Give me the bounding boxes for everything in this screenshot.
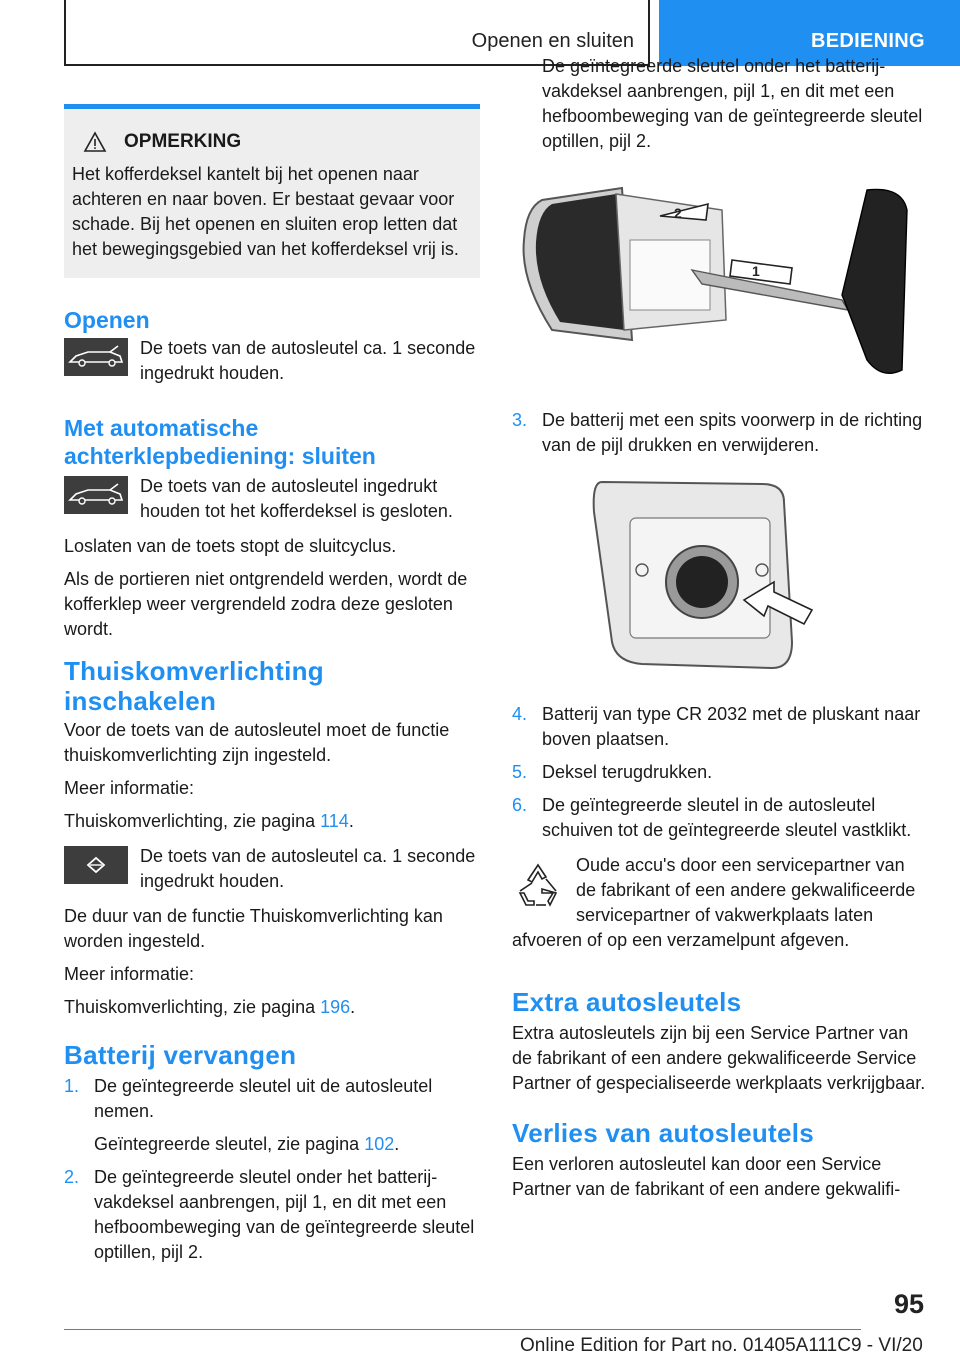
home-light-more: Meer informatie:	[64, 778, 195, 798]
arrow-label-1: 1	[752, 263, 760, 279]
battery-step-6	[512, 793, 928, 843]
auto-close-para2: Als de portieren niet ontgrendeld werden, wordt de kofferklep weer vergrendeld zodra deze gesloten wordt.	[64, 569, 468, 639]
edition-footer[interactable]: Online Edition for Part no. 01405A111C9 - VI/20	[520, 1335, 923, 1356]
battery-step-4	[512, 702, 928, 752]
heading-home-light: Thuiskomverlichting inschakelen	[64, 656, 324, 716]
step-text: De geïntegreerde sleutel uit de autosleutel nemen.	[94, 1076, 433, 1121]
battery-step-5	[512, 760, 928, 785]
battery-step-1	[64, 1074, 480, 1157]
home-light-ref1	[64, 809, 480, 834]
openen-row	[64, 336, 480, 386]
page-link-114[interactable]: 114	[320, 811, 349, 831]
extra-keys-text: Extra autosleutels zijn bij een Service Partner van de fabrikant of een andere gekwalificeerde Service Partner of gespecialiseerde werkplaats verkrijgbaar.	[512, 1023, 926, 1093]
home-light-icon-text: De toets van de autosleutel ca. 1 seconde ingedrukt houden.	[140, 846, 476, 891]
page-link-102[interactable]: 102	[364, 1134, 395, 1154]
step-text-part: De geïntegreerde sleutel onder het batterijvakdeksel aanbrengen, pijl 1, en dit met een hefboombeweging van de geïntegreerde sleutel optillen, pijl 2.	[542, 56, 923, 151]
recycle-note	[512, 853, 928, 953]
warning-icon	[84, 132, 106, 152]
recycle-icon	[512, 859, 564, 911]
home-light-row	[64, 844, 480, 894]
trunk-button-icon	[64, 338, 128, 376]
heading-openen: Openen	[64, 307, 150, 333]
step-text-part: De geïntegreerde sleutel onder het batterijvakdeksel aanbrengen, pijl 1, en dit met een hefboombeweging van de geïntegreerde sleutel optillen, pijl 2.	[94, 1167, 475, 1262]
heading-auto-close-line2: achterklepbediening: sluiten	[64, 443, 376, 469]
home-light-para1: Voor de toets van de autosleutel moet de functie thuiskomverlichting zijn ingesteld.	[64, 720, 450, 765]
battery-step-3	[512, 408, 928, 458]
figure-battery-compartment	[512, 472, 928, 692]
home-light-ref2-text: Thuiskomverlichting, zie pagina	[64, 997, 321, 1017]
heading-battery: Batterij vervangen	[64, 1040, 297, 1070]
step-number: 6.	[512, 795, 528, 815]
heading-lost-keys: Verlies van autosleutels	[512, 1118, 815, 1148]
home-light-ref1-text: Thuiskomverlichting, zie pagina	[64, 811, 321, 831]
auto-close-row	[64, 474, 480, 524]
battery-step-2	[64, 1165, 480, 1262]
chapter-tab-label: BEDIENING	[811, 30, 925, 52]
arrow-label-2: 2	[674, 205, 682, 221]
home-light-para2: De duur van de functie Thuiskomverlichting kan worden ingesteld.	[64, 906, 443, 951]
right-column	[512, 56, 928, 1202]
home-light-ref2-end: .	[350, 997, 356, 1017]
heading-auto-close	[64, 414, 480, 470]
section-title: Openen en sluiten	[471, 30, 634, 52]
home-light-ref2	[64, 995, 480, 1020]
home-light-button-icon	[64, 846, 128, 884]
left-column	[64, 104, 480, 1262]
page-number: 95	[893, 1289, 924, 1319]
lost-keys-text: Een verloren autosleutel kan door een Service Partner van de fabrikant of een andere gekwalifi-	[512, 1154, 901, 1199]
auto-close-para1: Loslaten van de toets stopt de sluitcyclus.	[64, 536, 397, 556]
step-ref	[94, 1132, 480, 1157]
notice-box	[64, 104, 480, 278]
step-text: De geïntegreerde sleutel in de autosleutel schuiven tot de geïntegreerde sleutel vastklikt.	[542, 795, 912, 840]
footer-divider	[64, 1329, 861, 1330]
key-blade-illustration	[512, 180, 928, 400]
step-number: 1.	[64, 1076, 80, 1096]
recycle-text: Oude accu's door een servicepartner van de fabrikant of een andere gekwalificeerde servicepartner of vakwerkplaats laten afvoeren of op een verzamelpunt afgeven.	[512, 855, 916, 950]
battery-compartment-illustration	[512, 472, 928, 692]
step-number: 5.	[512, 762, 528, 782]
step-number: 4.	[512, 704, 528, 724]
notice-heading-text: OPMERKING	[124, 131, 242, 152]
page-link-196[interactable]: 196	[320, 997, 351, 1017]
heading-auto-close-line1: Met automatische	[64, 415, 259, 441]
step-ref-text: Geïntegreerde sleutel, zie pagina	[94, 1134, 365, 1154]
home-light-more2: Meer informatie:	[64, 964, 195, 984]
figure-key-blade	[512, 180, 928, 400]
home-light-ref1-end: .	[348, 811, 354, 831]
step-text: De batterij met een spits voorwerp in de richting van de pijl drukken en verwijderen.	[542, 410, 923, 455]
step-number: 3.	[512, 410, 528, 430]
step-ref-end: .	[394, 1134, 400, 1154]
notice-heading	[72, 129, 472, 154]
openen-text: De toets van de autosleutel ca. 1 seconde ingedrukt houden.	[140, 338, 476, 383]
auto-close-text: De toets van de autosleutel ingedrukt houden tot het kofferdeksel is gesloten.	[140, 476, 453, 521]
step2-continuation	[512, 56, 928, 154]
step-number: 2.	[64, 1167, 80, 1187]
trunk-button-icon	[64, 476, 128, 514]
step-text: Batterij van type CR 2032 met de pluskant naar boven plaatsen.	[542, 704, 921, 749]
notice-text: Het kofferdeksel kantelt bij het openen naar achteren en naar boven. Er bestaat gevaar voor schade. Bij het openen en sluiten erop letten dat het bewegingsgebied van het kofferdeksel vrij is.	[72, 164, 459, 259]
step-text: Deksel terugdrukken.	[542, 762, 713, 782]
heading-extra-keys: Extra autosleutels	[512, 987, 742, 1017]
